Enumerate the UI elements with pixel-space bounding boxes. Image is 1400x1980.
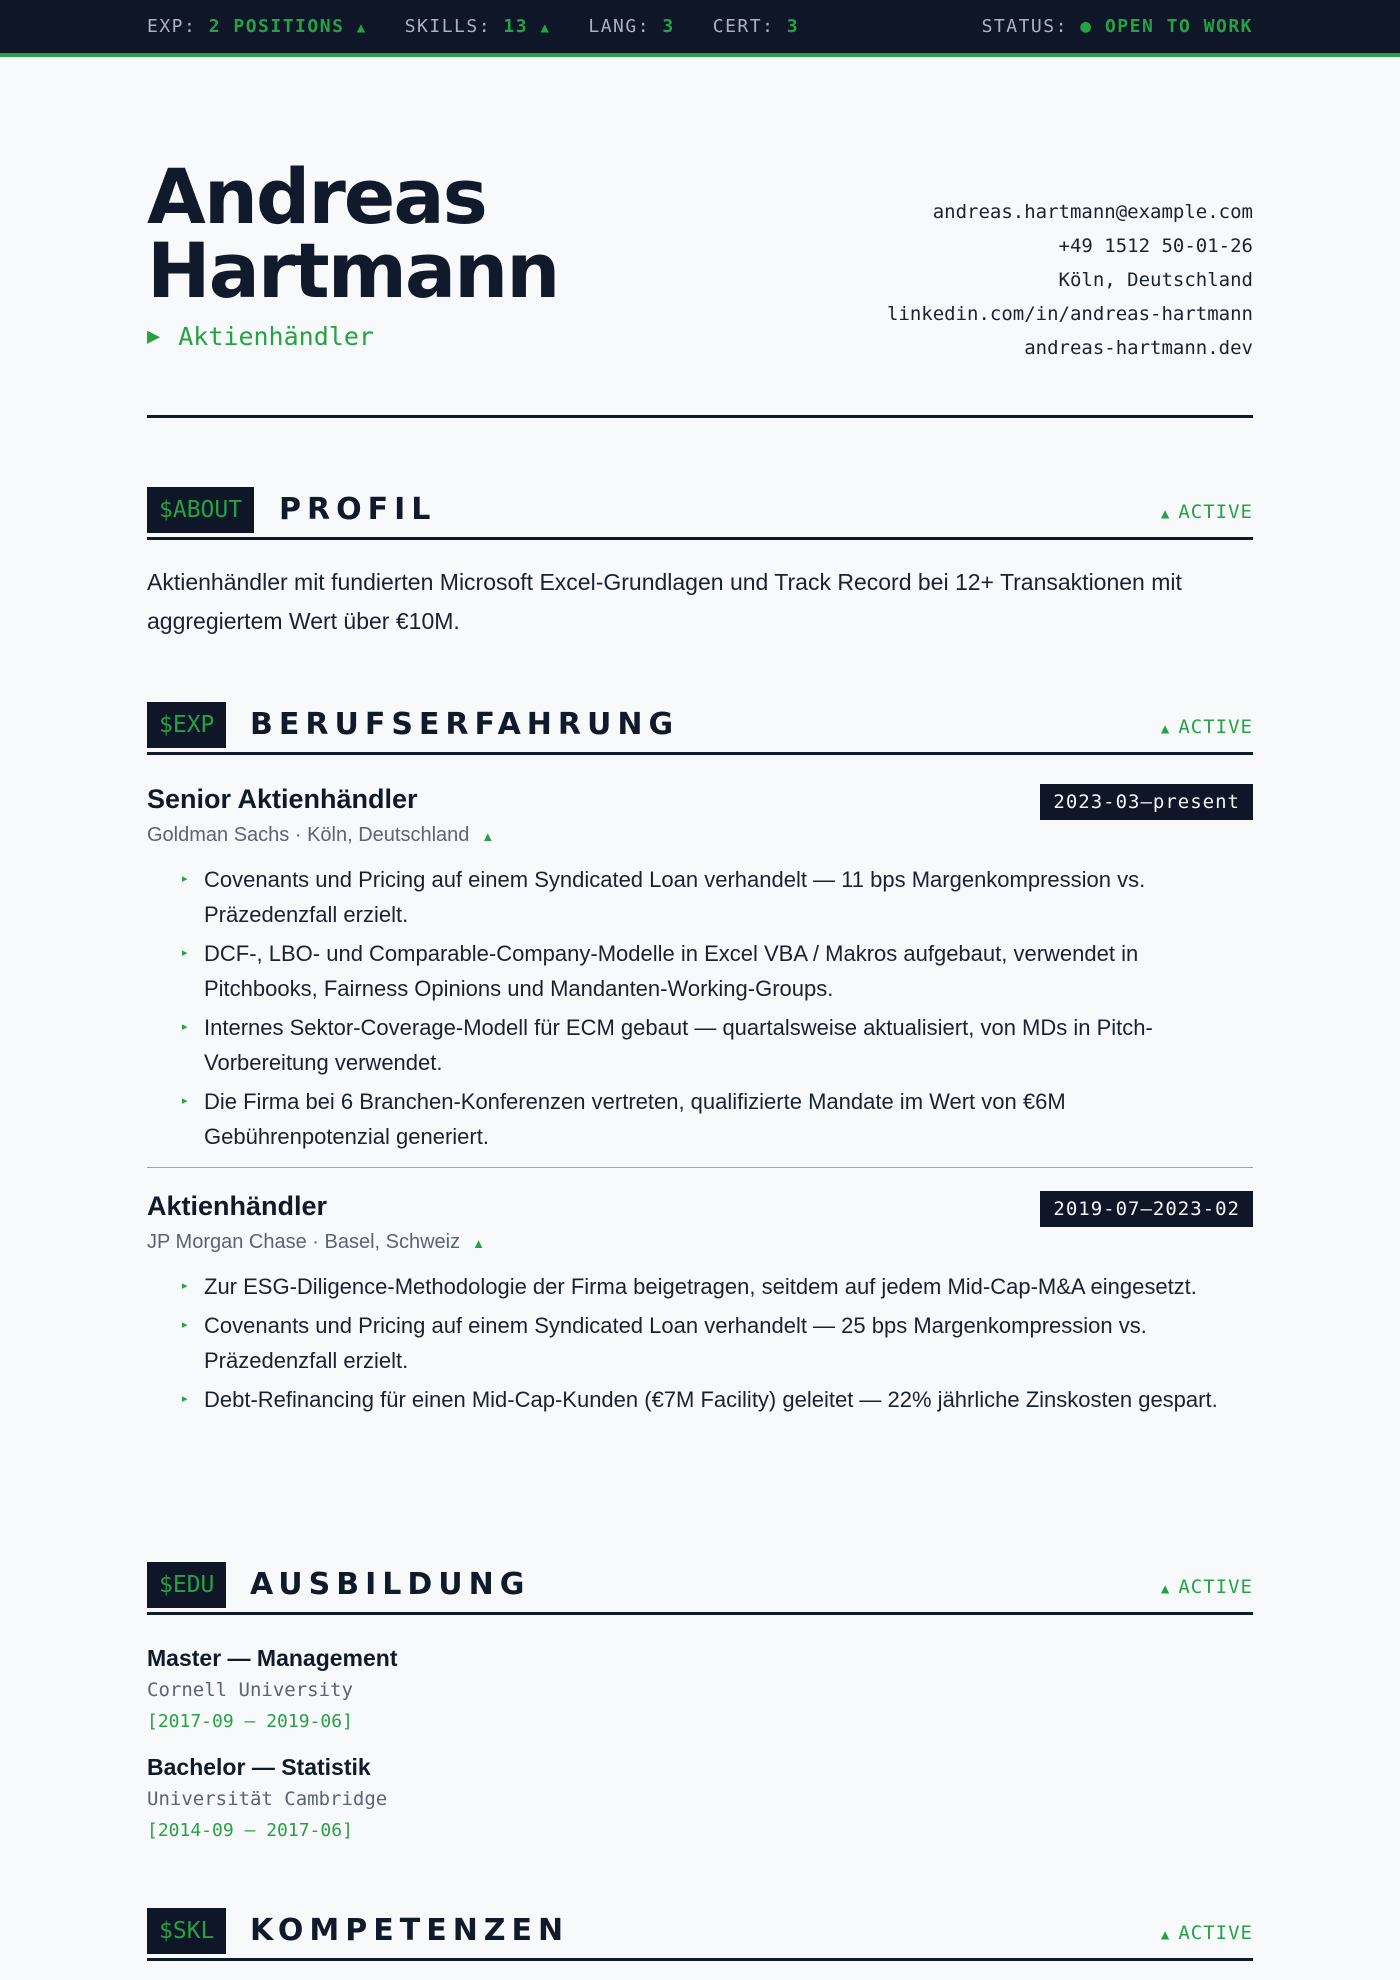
bullet-icon: ▸	[182, 1280, 188, 1292]
status-dot-icon: ●	[1080, 16, 1093, 37]
bullet-text: Die Firma bei 6 Branchen-Konferenzen vertreten, qualifizierte Mandate im Wert von €6M Gebührenpotenzial generiert.	[204, 1089, 1066, 1149]
section-status-label: ACTIVE	[1178, 1576, 1253, 1598]
job-company	[147, 824, 494, 847]
list-item	[147, 936, 1253, 1006]
bullet-icon: ▸	[182, 947, 188, 959]
list-item	[147, 1308, 1253, 1378]
bullet-icon: ▸	[182, 1393, 188, 1405]
job-company-label: Goldman Sachs · Köln, Deutschland	[147, 824, 470, 846]
job-bullets	[147, 1269, 1253, 1421]
bullet-icon: ▸	[182, 873, 188, 885]
section-status	[1161, 497, 1253, 529]
stat-label: CERT:	[712, 16, 775, 37]
section-tag: $EXP	[147, 702, 226, 748]
section-status	[1161, 1572, 1253, 1604]
first-name: Andreas	[147, 152, 486, 241]
job-date-badge: 2019-07—2023-02	[1040, 1191, 1253, 1227]
stat-value: 3	[786, 16, 800, 37]
status-value: OPEN TO WORK	[1104, 16, 1253, 37]
work-status	[982, 16, 1253, 37]
education-degree: Bachelor — Statistik	[147, 1754, 371, 1780]
bullet-text: DCF-, LBO- und Comparable-Company-Modelle in Excel VBA / Makros aufgebaut, verwendet in Pitchbooks, Fairness Opinions und Mandanten-Working-Groups.	[204, 941, 1139, 1001]
section-status	[1161, 1918, 1253, 1950]
section-head-experience	[147, 702, 1253, 755]
bullet-text: Zur ESG-Diligence-Methodologie der Firma beigetragen, seitdem auf jedem Mid-Cap-M&A eingesetzt.	[204, 1274, 1197, 1299]
list-item	[147, 1269, 1253, 1304]
contact-linkedin[interactable]: linkedin.com/in/andreas-hartmann	[886, 303, 1253, 325]
bullet-text: Covenants und Pricing auf einem Syndicated Loan verhandelt — 25 bps Margenkompression vs. Präzedenzfall erzielt.	[204, 1313, 1147, 1373]
bullet-icon: ▸	[182, 1319, 188, 1331]
job-company-label: JP Morgan Chase · Basel, Schweiz	[147, 1231, 461, 1253]
bullet-icon: ▸	[182, 1095, 188, 1107]
job-company	[147, 1231, 485, 1254]
job-role	[147, 322, 374, 351]
candidate-name	[147, 152, 559, 315]
last-name: Hartmann	[147, 226, 559, 315]
stat-label: LANG:	[588, 16, 651, 37]
section-head-skills	[147, 1908, 1253, 1961]
section-title: PROFIL	[279, 492, 437, 527]
education-school: Universität Cambridge	[147, 1788, 388, 1810]
stat-label: SKILLS:	[404, 16, 492, 37]
job-bullets	[147, 862, 1253, 1158]
bullet-text: Debt-Refinancing für einen Mid-Cap-Kunden (€7M Facility) geleitet — 22% jährliche Zinskosten gespart.	[204, 1387, 1218, 1412]
section-head-profil	[147, 487, 1253, 540]
list-item	[147, 1382, 1253, 1417]
stat-lang	[588, 16, 674, 37]
stat-cert	[713, 16, 799, 37]
list-item	[147, 1084, 1253, 1154]
section-status	[1161, 712, 1253, 744]
up-arrow-icon: ▲	[472, 1236, 485, 1251]
section-tag: $ABOUT	[147, 487, 254, 533]
up-arrow-icon: ▲	[1160, 506, 1171, 522]
up-arrow-icon: ▲	[1160, 1581, 1171, 1597]
bullet-text: Internes Sektor-Coverage-Modell für ECM gebaut — quartalsweise aktualisiert, von MDs in Pitch-Vorbereitung verwendet.	[204, 1015, 1153, 1075]
stat-value: 3	[662, 16, 675, 37]
bullet-text: Covenants und Pricing auf einem Syndicated Loan verhandelt — 11 bps Margenkompression vs. Präzedenzfall erzielt.	[204, 867, 1146, 927]
contact-location: Köln, Deutschland	[1058, 269, 1253, 291]
stats-group	[147, 16, 799, 37]
up-arrow-icon: ▲	[356, 20, 367, 36]
education-period: [2017-09 – 2019-06]	[147, 1711, 353, 1732]
up-arrow-icon: ▲	[540, 20, 551, 36]
contact-phone[interactable]: +49 1512 50-01-26	[1058, 235, 1253, 257]
job-divider	[147, 1167, 1253, 1168]
section-title: AUSBILDUNG	[250, 1567, 531, 1602]
up-arrow-icon: ▲	[1160, 1927, 1171, 1943]
contact-email[interactable]: andreas.hartmann@example.com	[932, 201, 1253, 223]
stat-value: 13	[503, 16, 529, 37]
education-entry	[147, 1752, 387, 1846]
job-title: Aktienhändler	[147, 1191, 328, 1221]
job-title: Senior Aktienhändler	[147, 784, 418, 814]
section-status-label: ACTIVE	[1178, 501, 1253, 523]
section-status-label: ACTIVE	[1178, 716, 1253, 738]
section-tag: $EDU	[147, 1562, 226, 1608]
stat-value: 2 POSITIONS	[208, 16, 345, 37]
section-status-label: ACTIVE	[1178, 1922, 1253, 1944]
bullet-icon: ▸	[182, 1021, 188, 1033]
section-title: KOMPETENZEN	[250, 1913, 570, 1948]
section-tag: $SKL	[147, 1908, 226, 1954]
contact-website[interactable]: andreas-hartmann.dev	[1024, 337, 1253, 359]
education-period: [2014-09 – 2017-06]	[147, 1820, 353, 1841]
job-date-badge: 2023-03—present	[1040, 784, 1253, 820]
education-entry	[147, 1643, 398, 1737]
section-title: BERUFSERFAHRUNG	[250, 707, 680, 742]
up-arrow-icon: ▲	[1160, 721, 1171, 737]
section-head-education	[147, 1562, 1253, 1615]
play-icon: ▶	[147, 324, 161, 349]
education-degree: Master — Management	[147, 1645, 398, 1671]
up-arrow-icon: ▲	[481, 829, 495, 844]
list-item	[147, 1010, 1253, 1080]
list-item	[147, 862, 1253, 932]
role-label: Aktienhändler	[178, 322, 374, 351]
contact-block	[887, 195, 1253, 365]
status-label: STATUS:	[981, 16, 1068, 37]
status-bar	[0, 0, 1400, 57]
stat-label: EXP:	[147, 16, 197, 37]
profile-text: Aktienhändler mit fundierten Microsoft Excel-Grundlagen und Track Record bei 12+ Transaktionen mit aggregiertem Wert über €10M.	[147, 569, 1182, 634]
stat-skills	[405, 16, 551, 37]
stat-exp	[147, 16, 367, 37]
education-school: Cornell University	[147, 1679, 353, 1701]
header-divider	[147, 415, 1253, 418]
